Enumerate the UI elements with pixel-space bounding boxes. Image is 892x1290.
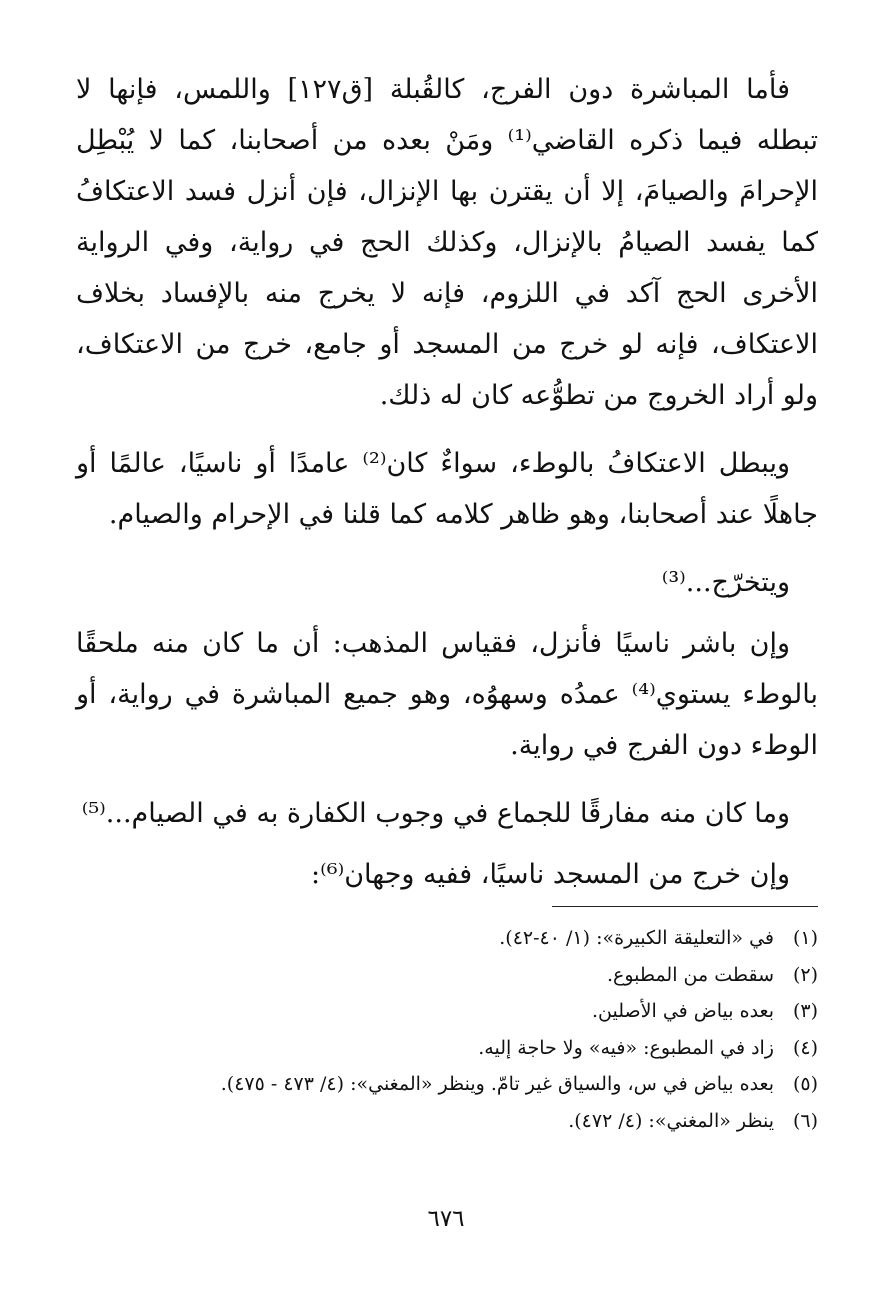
footnote-number: (٦) — [792, 1109, 818, 1132]
footnote-3 — [76, 993, 818, 1030]
paragraph-5: وما كان منه مفارقًا للجماع في وجوب الكفارة به في الصيام...⁽⁵⁾ — [81, 798, 790, 829]
paragraph-3: ويتخرّج...⁽³⁾ — [661, 567, 790, 598]
footnote-2 — [76, 957, 818, 994]
footnote-number: (٤) — [792, 1036, 818, 1059]
footnote-text: في «التعليقة الكبيرة»: (١/ ٤٠-٤٢). — [499, 927, 774, 949]
footnote-text: بعده بياض في س، والسياق غير تامّ. وينظر «المغني»: (٤/ ٤٧٣ - ٤٧٥). — [220, 1073, 774, 1095]
footnote-text: سقطت من المطبوع. — [606, 963, 774, 986]
paragraph-1: فأما المباشرة دون الفرج، كالقُبلة [ق١٢٧] واللمس، فإنها لا تبطله فيما ذكره القاضي⁽¹⁾ ومَنْ بعده من أصحابنا، كما لا يُبْطِل الإحرامَ والصيامَ، إلا أن يقترن بها الإنزال، فإن أنزل فسد الاعتكافُ كما يفسد الصيامُ بالإنزال، وكذلك الحج في رواية، وفي الرواية الأخرى الحج آكد في اللزوم، فإنه لا يخرج منه بالإفساد بخلاف الاعتكاف، فإنه لو خرج من المسجد أو جامع، خرج من الاعتكاف، ولو أراد الخروج من تطوُّعه كان له ذلك. — [76, 74, 818, 411]
footnote-number: (٥) — [792, 1073, 818, 1095]
footnote-6 — [76, 1103, 818, 1140]
footnote-text: زاد في المطبوع: «فيه» ولا حاجة إليه. — [478, 1036, 774, 1059]
footnote-text: ينظر «المغني»: (٤/ ٤٧٢). — [568, 1109, 774, 1132]
paragraph-6: وإن خرج من المسجد ناسيًا، ففيه وجهان⁽⁶⁾: — [311, 859, 790, 890]
footnote-text: بعده بياض في الأصلين. — [592, 1000, 774, 1022]
footnote-divider — [552, 906, 818, 907]
footnotes — [76, 920, 818, 1139]
paragraph-4: وإن باشر ناسيًا فأنزل، فقياس المذهب: أن ما كان منه ملحقًا بالوطء يستوي⁽⁴⁾ عمدُه وسهوُه، وهو جميع المباشرة في رواية، أو الوطء دون الفرج في رواية. — [76, 628, 818, 761]
main-text — [76, 64, 818, 917]
footnote-number: (٣) — [792, 1000, 818, 1022]
footnote-number: (١) — [792, 927, 818, 949]
page-number: ٦٧٦ — [427, 1206, 465, 1232]
footnote-number: (٢) — [792, 963, 818, 986]
footnote-5 — [76, 1066, 818, 1103]
footnote-4 — [76, 1030, 818, 1067]
paragraph-2: ويبطل الاعتكافُ بالوطء، سواءٌ كان⁽²⁾ عامدًا أو ناسيًا، عالمًا أو جاهلًا عند أصحابنا، وهو ظاهر كلامه كما قلنا في الإحرام والصيام. — [76, 448, 818, 530]
footnote-1 — [76, 920, 818, 957]
